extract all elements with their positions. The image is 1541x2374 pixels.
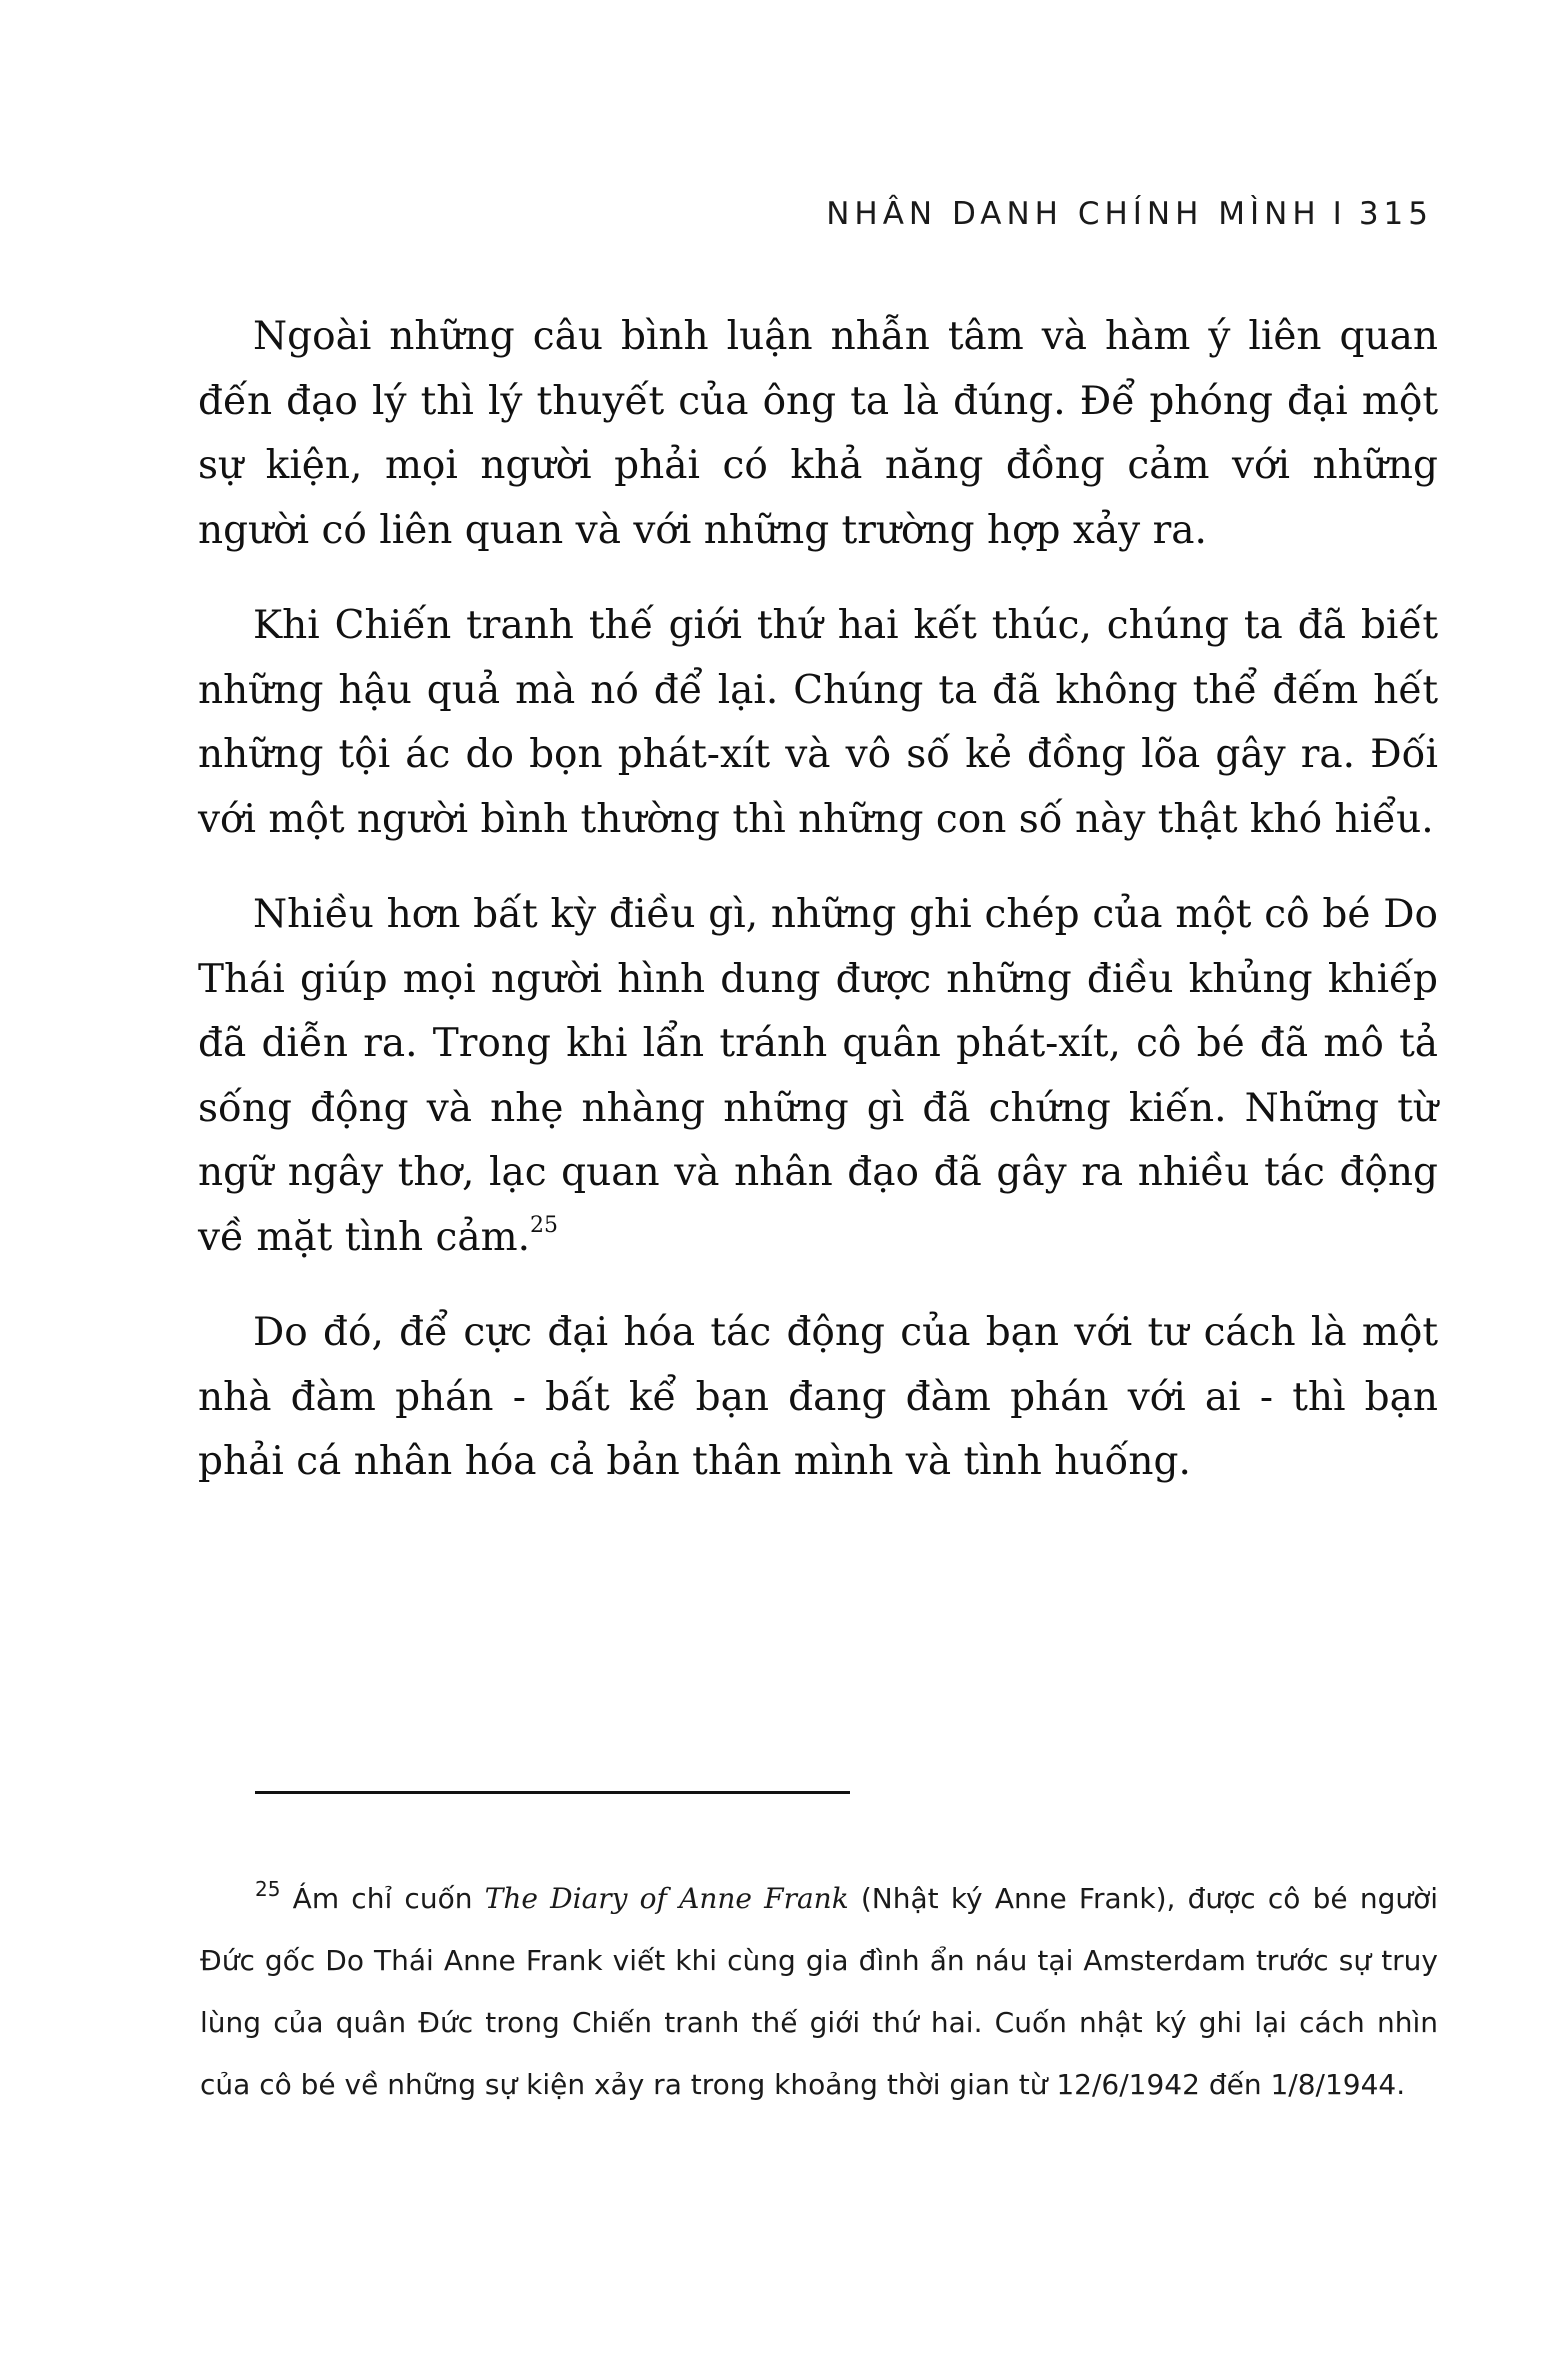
paragraph-4: Do đó, để cực đại hóa tác động của bạn với tư cách là một nhà đàm phán - bất kể bạn đang đàm phán với ai - thì bạn phải cá nhân hóa cả bản thân mình và tình huống. — [198, 1310, 1438, 1484]
footnote-book-title: The Diary of Anne Frank — [484, 1882, 849, 1915]
paragraph-2: Khi Chiến tranh thế giới thứ hai kết thúc, chúng ta đã biết những hậu quả mà nó để lại. Chúng ta đã không thể đếm hết những tội ác do bọn phát-xít và vô số kẻ đồng lõa gây ra. Đối với một người bình thường thì những con số này thật khó hiểu. — [198, 603, 1438, 842]
paragraph-3 — [198, 883, 1438, 1270]
body-text — [198, 305, 1438, 1526]
running-title: NHÂN DANH CHÍNH MÌNH — [826, 196, 1321, 232]
footnote-text-before: Ám chỉ cuốn — [292, 1882, 485, 1915]
running-header — [826, 196, 1433, 232]
footnote-text-after: (Nhật ký Anne Frank), được cô bé người Đức gốc Do Thái Anne Frank viết khi cùng gia đình ẩn náu tại Amsterdam trước sự truy lùng của quân Đức trong Chiến tranh thế giới thứ hai. Cuốn nhật ký ghi lại cách nhìn của cô bé về những sự kiện xảy ra trong khoảng thời gian từ 12/6/1942 đến 1/8/1944. — [200, 1882, 1439, 2101]
header-separator: I — [1332, 196, 1347, 232]
footnote — [200, 1868, 1438, 2116]
footnote-number: 25 — [255, 1877, 281, 1901]
footnote-marker: 25 — [529, 1212, 558, 1238]
paragraph-3-text: Nhiều hơn bất kỳ điều gì, những ghi chép của một cô bé Do Thái giúp mọi người hình dung được những điều khủng khiếp đã diễn ra. Trong khi lẩn tránh quân phát-xít, cô bé đã mô tả sống động và nhẹ nhàng những gì đã chứng kiến. Những từ ngữ ngây thơ, lạc quan và nhân đạo đã gây ra nhiều tác động về mặt tình cảm. — [198, 892, 1438, 1260]
page-number: 315 — [1358, 196, 1433, 232]
paragraph-1: Ngoài những câu bình luận nhẫn tâm và hàm ý liên quan đến đạo lý thì lý thuyết của ông ta là đúng. Để phóng đại một sự kiện, mọi người phải có khả năng đồng cảm với những người có liên quan và với những trường hợp xảy ra. — [198, 314, 1438, 553]
footnote-divider — [255, 1791, 850, 1794]
